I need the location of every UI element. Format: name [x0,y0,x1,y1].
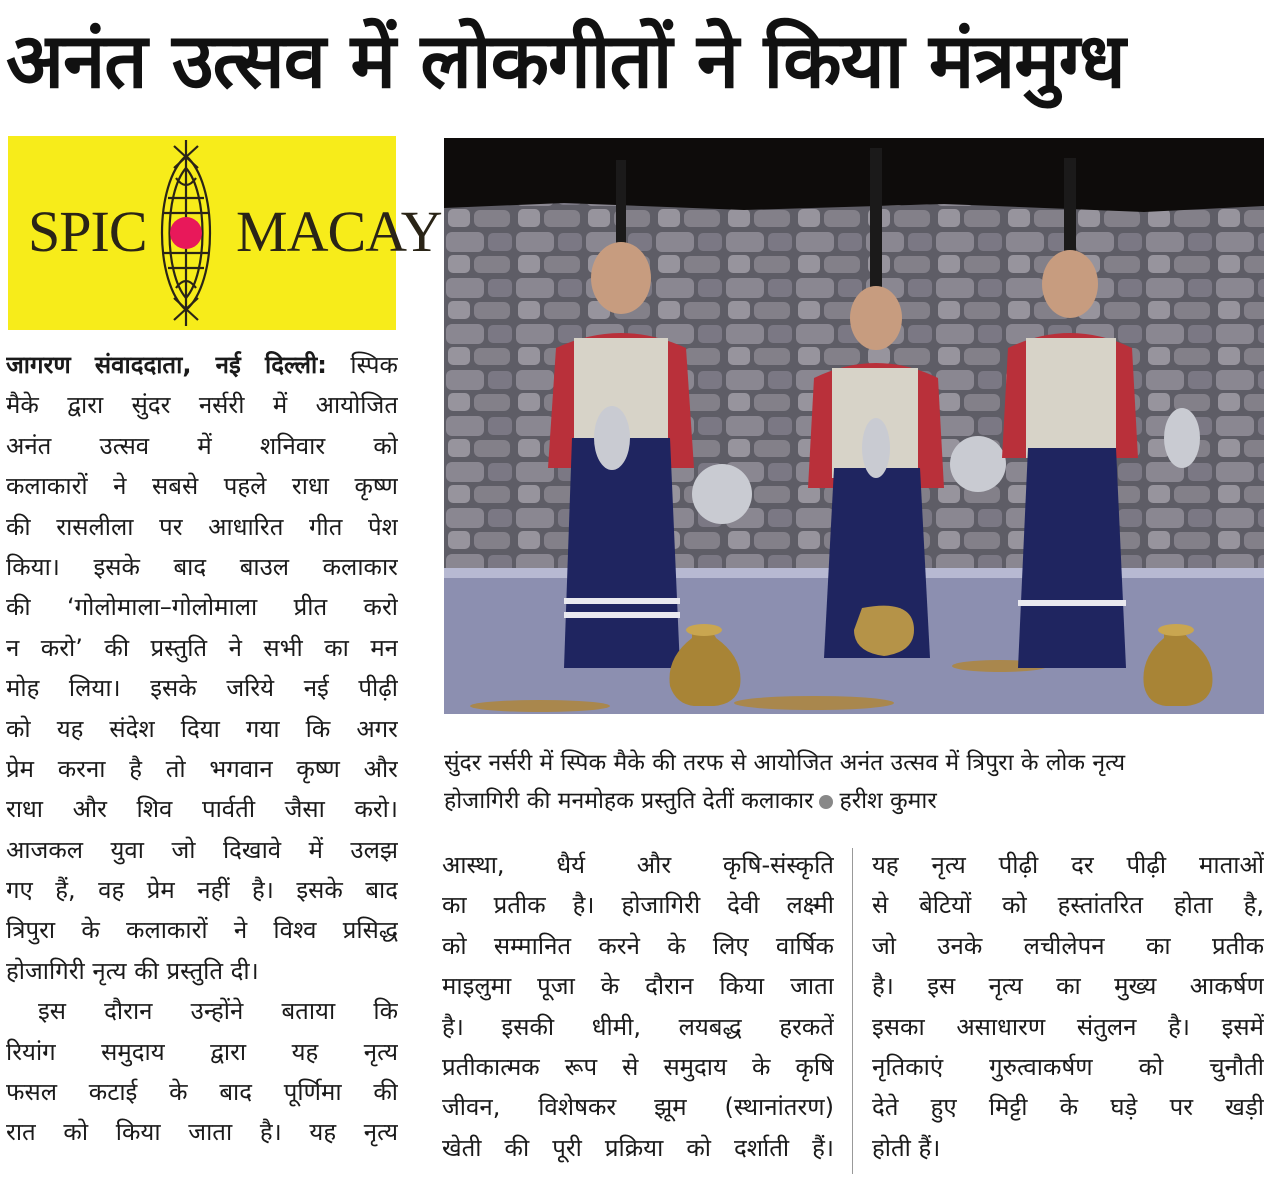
column-line: माइलुमा पूजा के दौरान किया जाता [442,972,834,1001]
column-line: रियांग समुदाय द्वारा यह नृत्य [6,1037,398,1066]
column-line: नृतिकाएं गुरुत्वाकर्षण को चुनौती [872,1052,1264,1081]
column-line: अनंत उत्सव में शनिवार को [6,431,398,460]
column-line: त्रिपुरा के कलाकारों ने विश्व प्रसिद्ध [6,916,398,945]
column-line: प्रेम करना है तो भगवान कृष्ण और [6,754,398,783]
column-line: देते हुए मिट्टी के घड़े पर खड़ी [872,1093,1264,1122]
column-line: की ‘गोलोमाला–गोलोमाला प्रीत करो [6,593,398,622]
column-line: खेती की पूरी प्रक्रिया को दर्शाती हैं। [442,1133,834,1162]
column-line: होती हैं। [872,1133,941,1162]
byline: जागरण संवाददाता, नई दिल्ली: [6,351,327,379]
column-line: आस्था, धैर्य और कृषि-संस्कृति [442,851,834,879]
credit-dot-icon [819,795,833,809]
photo-caption [444,744,1264,820]
column-line: का प्रतीक है। होजागिरी देवी लक्ष्मी [442,891,834,920]
column-divider [852,848,853,1174]
article-column-3 [872,845,1264,1168]
column-line: गए हैं, वह प्रेम नहीं है। इसके बाद [6,876,398,905]
column-line: से बेटियों को हस्तांतरित होता है, [872,891,1264,920]
photo-illustration [444,138,1264,714]
dancers-photo [444,138,1264,714]
column-line: रात को किया जाता है। यह नृत्य [6,1118,398,1147]
spic-macay-logo [8,136,442,330]
column-line: मोह लिया। इसके जरिये नई पीढ़ी [6,674,398,703]
column-line: राधा और शिव पार्वती जैसा करो। [6,795,398,824]
column-line: जो उनके लचीलेपन का प्रतीक [872,931,1264,960]
column-line: प्रतीकात्मक रूप से समुदाय के कृषि [442,1052,834,1081]
column-line: कलाकारों ने सबसे पहले राधा कृष्ण [6,472,398,501]
column-line: आजकल युवा जो दिखावे में उलझ [6,835,398,864]
article-column-2 [442,845,834,1168]
logo-word-spic: SPIC [28,199,147,264]
column-line: है। इस नृत्य का मुख्य आकर्षण [872,972,1264,1001]
caption-text: होजागिरी की मनमोहक प्रस्तुति देतीं कलाकार [444,788,814,814]
headline: अनंत उत्सव में लोकगीतों ने किया मंत्रमुग्ध [6,16,1125,105]
logo-emblem-icon [146,138,226,328]
byline-line [6,345,398,385]
column-line: होजागिरी नृत्य की प्रस्तुति दी। [6,956,259,985]
caption-line-1: सुंदर नर्सरी में स्पिक मैके की तरफ से आयोजित अनंत उत्सव में त्रिपुरा के लोक नृत्य [444,750,1126,776]
column-line: है। इसकी धीमी, लयबद्ध हरकतें [442,1012,834,1041]
column-line: मैके द्वारा सुंदर नर्सरी में आयोजित [6,391,398,420]
column-line: किया। इसके बाद बाउल कलाकार [6,552,398,581]
column-line: को यह संदेश दिया गया कि अगर [6,714,398,743]
column-line: की रासलीला पर आधारित गीत पेश [6,512,398,541]
caption-line-2 [444,782,1264,820]
column-line: यह नृत्य पीढ़ी दर पीढ़ी माताओं [872,851,1264,879]
article-column-1 [6,345,398,1153]
logo-word-macay: MACAY [236,199,442,264]
column-line: जीवन, विशेषकर झूम (स्थानांतरण) [442,1093,834,1122]
column-line: स्पिक [350,351,398,379]
column-line: को सम्मानित करने के लिए वार्षिक [442,931,834,960]
column-line: इस दौरान उन्होंने बताया कि [38,997,398,1026]
column-line: इसका असाधारण संतुलन है। इसमें [872,1012,1264,1041]
photo-credit: हरीश कुमार [839,788,937,814]
column-line: न करो’ की प्रस्तुति ने सभी का मन [6,633,398,662]
column-line: फसल कटाई के बाद पूर्णिमा की [6,1078,398,1107]
